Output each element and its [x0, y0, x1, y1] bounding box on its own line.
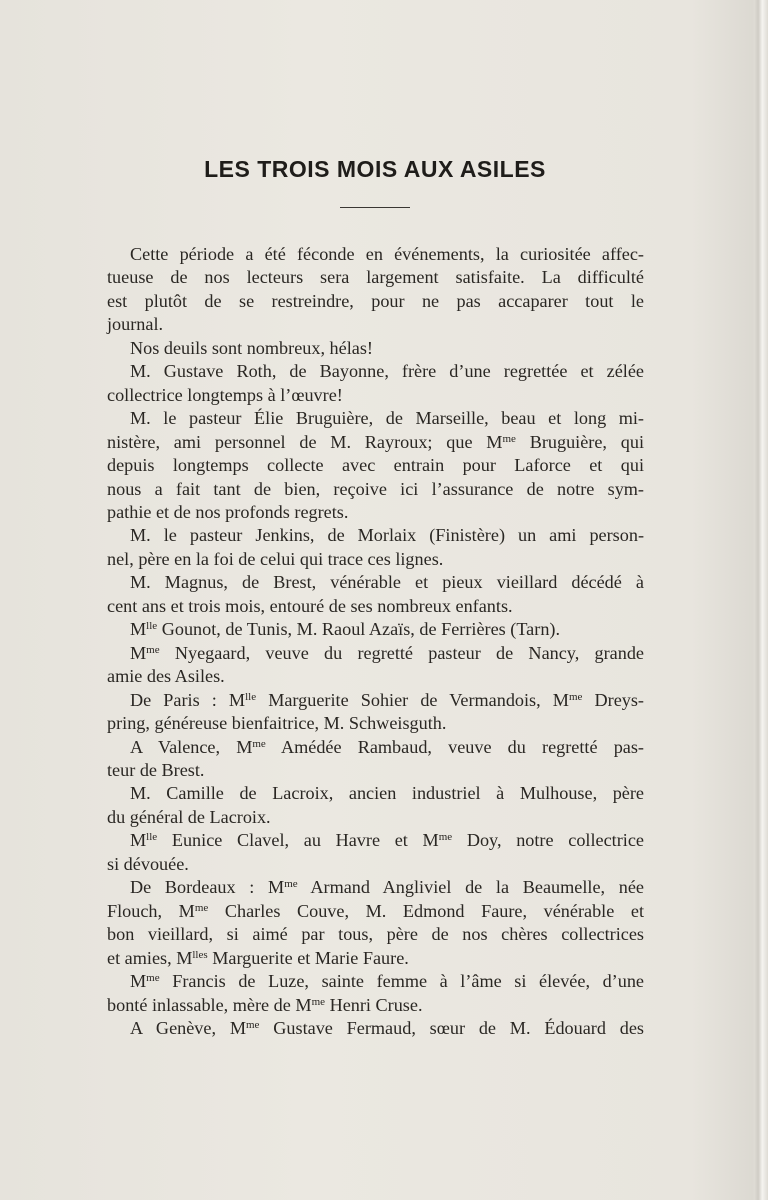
text-line: $M^{me}$ Francis de Luze, sainte femme à l’âme si élevée, d’une [130, 971, 644, 992]
text-line: Cette période a été féconde en événements, la curiositée affec- [130, 244, 644, 264]
text-line: $M^{lle}$ Gounot, de Tunis, M. Raoul Azaïs, de Ferrières (Tarn). [130, 619, 561, 640]
text-line: M. le pasteur Élie Bruguière, de Marseille, beau et long mi- [130, 408, 644, 429]
text-line: M. le pasteur Jenkins, de Morlaix (Finistère) un ami person- [130, 525, 644, 546]
text-line: nel, père en la foi de celui qui trace ces lignes. [107, 548, 444, 569]
text-line: M. Magnus, de Brest, vénérable et pieux vieillard décédé à [130, 572, 644, 593]
text-line: depuis longtemps collecte avec entrain pour Laforce et qui [107, 455, 644, 476]
page-edge [754, 0, 768, 1200]
text-line: $M^{lle}$ Eunice Clavel, au Havre et $M^{me}$ Doy, notre collectrice [130, 830, 644, 851]
text-line: collectrice longtemps à l’œuvre! [107, 384, 343, 405]
title-divider [340, 207, 410, 208]
text-line: amie des Asiles. [107, 666, 225, 687]
text-line: journal. [107, 314, 164, 335]
text-line: teur de Brest. [107, 759, 205, 780]
text-line: bon vieillard, si aimé par tous, père de nos chères collectrices [107, 924, 644, 945]
text-line: si dévouée. [107, 853, 189, 874]
text-line: pathie et de nos profonds regrets. [107, 501, 349, 522]
page-title: LES TROIS MOIS AUX ASILES [204, 156, 546, 182]
text-line: et amies, $M^{lles}$ Marguerite et Marie Faure. [107, 947, 409, 968]
text-line: nistère, ami personnel de M. Rayroux; que $M^{me}$ Bruguière, qui [107, 431, 644, 452]
text-line: tueuse de nos lecteurs sera largement satisfaite. La difficulté [107, 267, 644, 288]
text-line: bonté inlassable, mère de $M^{me}$ Henri Cruse. [107, 994, 423, 1015]
text-line: A Valence, $M^{me}$ Amédée Rambaud, veuve du regretté pas- [130, 736, 644, 757]
text-line: cent ans et trois mois, entouré de ses nombreux enfants. [107, 595, 513, 616]
text-line: Nos deuils sont nombreux, hélas! [130, 337, 373, 358]
text-line: De Paris : $M^{lle}$ Marguerite Sohier de Vermandois, $M^{me}$ Dreys- [130, 689, 644, 710]
text-line: du général de Lacroix. [107, 806, 271, 827]
article-body [107, 243, 644, 1040]
text-line: nous a fait tant de bien, reçoive ici l’assurance de notre sym- [107, 478, 644, 499]
text-line: $M^{me}$ Nyegaard, veuve du regretté pasteur de Nancy, grande [130, 642, 644, 663]
text-line: Flouch, $M^{me}$ Charles Couve, M. Edmond Faure, vénérable et [107, 900, 645, 921]
text-line: M. Camille de Lacroix, ancien industriel à Mulhouse, père [130, 783, 644, 804]
text-line: est plutôt de se restreindre, pour ne pas accaparer tout le [107, 290, 644, 311]
text-line: M. Gustave Roth, de Bayonne, frère d’une regrettée et zélée [130, 361, 644, 382]
text-line: pring, généreuse bienfaitrice, M. Schweisguth. [107, 713, 447, 734]
text-line: De Bordeaux : $M^{me}$ Armand Angliviel de la Beaumelle, née [130, 877, 644, 898]
text-line: A Genève, $M^{me}$ Gustave Fermaud, sœur de M. Édouard des [130, 1017, 644, 1038]
